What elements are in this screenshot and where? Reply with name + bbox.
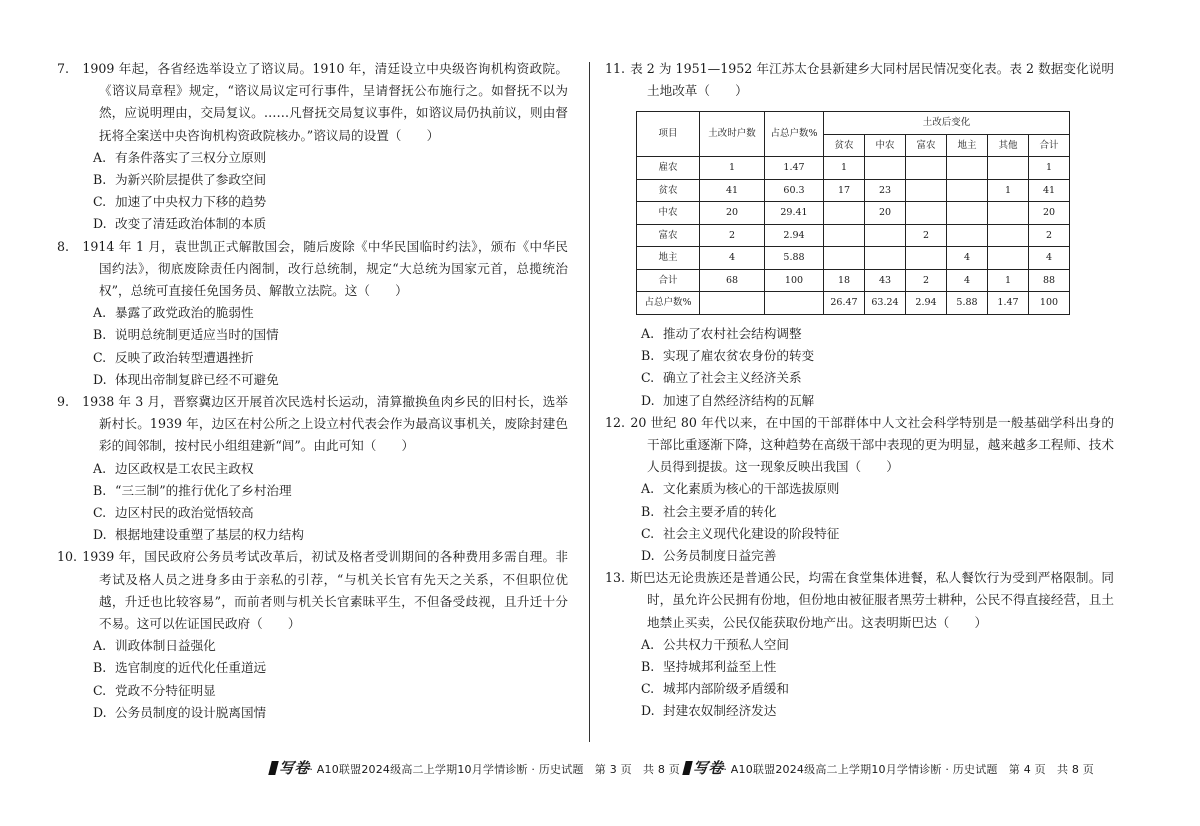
table-row: 中农 20 29.41 20 20 xyxy=(637,202,1070,225)
table-row: 雇农 1 1.47 1 1 xyxy=(637,157,1070,180)
question-stem: 1939 年，国民政府公务员考试改革后，初试及格者受训期间的各种费用多需自理。非考试及格人员之进身多由于亲私的引荐，“与机关长官有先天之关系，不但职位优越，升迁也比较容易”，而前者则与机关长官素昧平生，不但备受歧视，且升迁十分不易。这可以佐证国民政府（ ） xyxy=(82,549,568,632)
table-subheader: 贫农 xyxy=(824,134,865,157)
table-header-pct: 占总户数% xyxy=(765,112,824,157)
question-9: 9. 1938 年 3 月，晋察冀边区开展首次民选村长运动，清算撤换鱼肉乡民的旧村长，选举新村长。1939 年，边区在村公所之上设立村代表会作为最高议事机关，废除封建色彩的闾邻制，按村民小组组建新“闾”。由此可知（ ） A. 边区政权是工农民主政权 B. “三三制”的推行优化了乡村治理 C. 边区村民的政治觉悟较高 D. 根据地建设重塑了基层的权力结构 xyxy=(78,391,568,546)
table-row: 占总户数% 26.47 63.24 2.94 5.88 1.47 100 xyxy=(637,292,1070,315)
option-c[interactable]: C. 反映了政治转型遭遇挫折 xyxy=(93,349,254,365)
table-row: 合计 68 100 18 43 2 4 1 88 xyxy=(637,269,1070,292)
option-d[interactable]: D. 公务员制度的设计脱离国情 xyxy=(93,704,267,720)
option-c[interactable]: C. 边区村民的政治觉悟较高 xyxy=(93,505,254,521)
option-a[interactable]: A. 文化素质为核心的干部选拔原则 xyxy=(641,481,840,497)
option-a[interactable]: A. 公共权力干预私人空间 xyxy=(641,636,789,652)
left-column xyxy=(57,58,568,724)
footer-text: · A10联盟2024级高二上学期10月学情诊断 · 历史试题 第 3 页 共 8 页 xyxy=(309,763,680,776)
option-a[interactable]: A. 推动了农村社会结构调整 xyxy=(641,325,802,341)
footer-right xyxy=(684,757,1094,778)
option-a[interactable]: A. 暴露了政党政治的脆弱性 xyxy=(93,305,254,321)
table-header-before: 土改时户数 xyxy=(700,112,765,157)
option-d[interactable]: D. 封建农奴制经济发达 xyxy=(641,703,777,719)
table-subheader: 合计 xyxy=(1029,134,1070,157)
question-10: 10. 1939 年，国民政府公务员考试改革后，初试及格者受训期间的各种费用多需自理。非考试及格人员之进身多由于亲私的引荐，“与机关长官有先天之关系，不但职位优越，升迁也比较容易”，而前者则与机关长官素昧平生，不但备受歧视，且升迁十分不易。这可以佐证国民政府（ ） A. 训政体制日益强化 B. 选官制度的近代化任重道远 C. 党政不分特征明显 D. 公务员制度的设计脱离国情 xyxy=(78,546,568,724)
option-d[interactable]: D. 加速了自然经济结构的瓦解 xyxy=(641,392,815,408)
option-c[interactable]: C. 加速了中央权力下移的趋势 xyxy=(93,194,267,210)
brand-logo: 写卷 xyxy=(279,759,310,777)
footer-left xyxy=(270,757,680,778)
option-c[interactable]: C. 社会主义现代化建设的阶段特征 xyxy=(641,525,840,541)
option-d[interactable]: D. 改变了清廷政治体制的本质 xyxy=(93,216,267,232)
question-stem: 1914 年 1 月，袁世凯正式解散国会，随后废除《中华民国临时约法》，颁布《中华民国约法》，彻底废除责任内阁制，改行总统制，规定“大总统为国家元首，总揽统治权”，总统可直接任免国务员、解散立法院。这（ ） xyxy=(82,238,568,299)
table-subheader: 中农 xyxy=(865,134,906,157)
option-b[interactable]: B. 说明总统制更适应当时的国情 xyxy=(93,327,279,343)
question-13: 13. 斯巴达无论贵族还是普通公民，均需在食堂集体进餐，私人餐饮行为受到严格限制。同时，虽允许公民拥有份地，但份地由被征服者黑劳士耕种，公民不得直接经营，且土地禁止买卖，公民仅能获取份地产出。这表明斯巴达（ ） A. 公共权力干预私人空间 B. 坚持城邦利益至上性 C. 城邦内部阶级矛盾缓和 D. 封建农奴制经济发达 xyxy=(626,567,1114,722)
question-stem: 20 世纪 80 年代以来，在中国的干部群体中人文社会科学特别是一般基础学科出身的干部比重逐渐下降，这种趋势在高级干部中表现的更为明显，越来越多工程师、技术人员得到提拔。这一现象反映出我国（ ） xyxy=(630,414,1114,475)
question-stem: 表 2 为 1951—1952 年江苏太仓县新建乡大同村居民情况变化表。表 2 数据变化说明土地改革（ ） xyxy=(630,61,1114,99)
logo-icon xyxy=(682,761,692,775)
question-12: 12. 20 世纪 80 年代以来，在中国的干部群体中人文社会科学特别是一般基础学科出身的干部比重逐渐下降，这种趋势在高级干部中表现的更为明显，越来越多工程师、技术人员得到提拔。这一现象反映出我国（ ） A. 文化素质为核心的干部选拔原则 B. 社会主要矛盾的转化 C. 社会主义现代化建设的阶段特征 D. 公务员制度日益完善 xyxy=(626,412,1114,567)
option-c[interactable]: C. 党政不分特征明显 xyxy=(93,682,216,698)
table-row: 富农 2 2.94 2 2 xyxy=(637,224,1070,247)
column-divider xyxy=(589,62,590,742)
question-stem: 1909 年起，各省经选举设立了谘议局。1910 年，清廷设立中央级咨询机构资政院。《谘议局章程》规定，“谘议局议定可行事件，呈请督抚公布施行之。如督抚不以为然，应说明理由，交局复议。……凡督抚交局复议事件，如谘议局仍执前议，则由督抚将全案送中央咨询机构资政院核办。”谘议局的设置（ ） xyxy=(82,61,568,143)
footer-text: · A10联盟2024级高二上学期10月学情诊断 · 历史试题 第 4 页 共 8 页 xyxy=(723,763,1094,776)
question-11: 11. 表 2 为 1951—1952 年江苏太仓县新建乡大同村居民情况变化表。表 2 数据变化说明土地改革（ ） 项目 土改时户数 占总户数% 土改后变化 贫农 中农 富农 地主 其他 合计 雇农 1 1.47 1 1 贫农 41 60.3 17 23 1 41 中农 20 29.41 20 20 富农 2 2.94 2 2 地主 4 5.88 4 4 合计 68 100 18 43 2 4 1 88 占总户数% 26.47 63.24 2.94 5.88 1.47 100 A. 推动了农村社会结构调整 B. 实现了雇农贫农身份的转变 C. 确立了社会主义经济关系 D. 加速了自然经济结构的瓦解 xyxy=(626,58,1114,412)
option-d[interactable]: D. 公务员制度日益完善 xyxy=(641,547,777,563)
option-b[interactable]: B. 坚持城邦利益至上性 xyxy=(641,658,777,674)
option-d[interactable]: D. 体现出帝制复辟已经不可避免 xyxy=(93,371,279,387)
table-subheader: 其他 xyxy=(988,134,1029,157)
option-a[interactable]: A. 有条件落实了三权分立原则 xyxy=(93,149,267,165)
question-stem: 1938 年 3 月，晋察冀边区开展首次民选村长运动，清算撤换鱼肉乡民的旧村长，选举新村长。1939 年，边区在村公所之上设立村代表会作为最高议事机关，废除封建色彩的闾邻制，按村民小组组建新“闾”。由此可知（ ） xyxy=(82,394,568,454)
table-row: 地主 4 5.88 4 4 xyxy=(637,247,1070,270)
option-b[interactable]: B. 选官制度的近代化任重道远 xyxy=(93,660,267,676)
data-table xyxy=(636,111,1070,315)
table-subheader: 地主 xyxy=(947,134,988,157)
option-b[interactable]: B. 为新兴阶层提供了参政空间 xyxy=(93,172,267,188)
option-b[interactable]: B. 实现了雇农贫农身份的转变 xyxy=(641,348,815,364)
option-c[interactable]: C. 城邦内部阶级矛盾缓和 xyxy=(641,681,789,697)
table-subheader: 富农 xyxy=(906,134,947,157)
question-8: 8. 1914 年 1 月，袁世凯正式解散国会，随后废除《中华民国临时约法》，颁布《中华民国约法》，彻底废除责任内阁制，改行总统制，规定“大总统为国家元首，总揽统治权”，总统可直接任免国务员、解散立法院。这（ ） A. 暴露了政党政治的脆弱性 B. 说明总统制更适应当时的国情 C. 反映了政治转型遭遇挫折 D. 体现出帝制复辟已经不可避免 xyxy=(78,236,568,391)
table-row: 贫农 41 60.3 17 23 1 41 xyxy=(637,179,1070,202)
brand-logo: 写卷 xyxy=(693,759,724,777)
option-a[interactable]: A. 边区政权是工农民主政权 xyxy=(93,460,254,476)
table-header-item: 项目 xyxy=(637,112,700,157)
option-a[interactable]: A. 训政体制日益强化 xyxy=(93,638,216,654)
question-7: 7. 1909 年起，各省经选举设立了谘议局。1910 年，清廷设立中央级咨询机构资政院。《谘议局章程》规定，“谘议局议定可行事件，呈请督抚公布施行之。如督抚不以为然，应说明理由，交局复议。……凡督抚交局复议事件，如谘议局仍执前议，则由督抚将全案送中央咨询机构资政院核办。”谘议局的设置（ ） A. 有条件落实了三权分立原则 B. 为新兴阶层提供了参政空间 C. 加速了中央权力下移的趋势 D. 改变了清廷政治体制的本质 xyxy=(78,58,568,236)
option-b[interactable]: B. 社会主要矛盾的转化 xyxy=(641,503,777,519)
option-d[interactable]: D. 根据地建设重塑了基层的权力结构 xyxy=(93,527,304,543)
question-stem: 斯巴达无论贵族还是普通公民，均需在食堂集体进餐，私人餐饮行为受到严格限制。同时，虽允许公民拥有份地，但份地由被征服者黑劳士耕种，公民不得直接经营，且土地禁止买卖，公民仅能获取份地产出。这表明斯巴达（ ） xyxy=(630,570,1114,630)
option-b[interactable]: B. “三三制”的推行优化了乡村治理 xyxy=(93,482,292,498)
right-column xyxy=(605,58,1114,723)
table-header-after: 土改后变化 xyxy=(824,112,1070,135)
option-c[interactable]: C. 确立了社会主义经济关系 xyxy=(641,370,802,386)
logo-icon xyxy=(268,761,278,775)
